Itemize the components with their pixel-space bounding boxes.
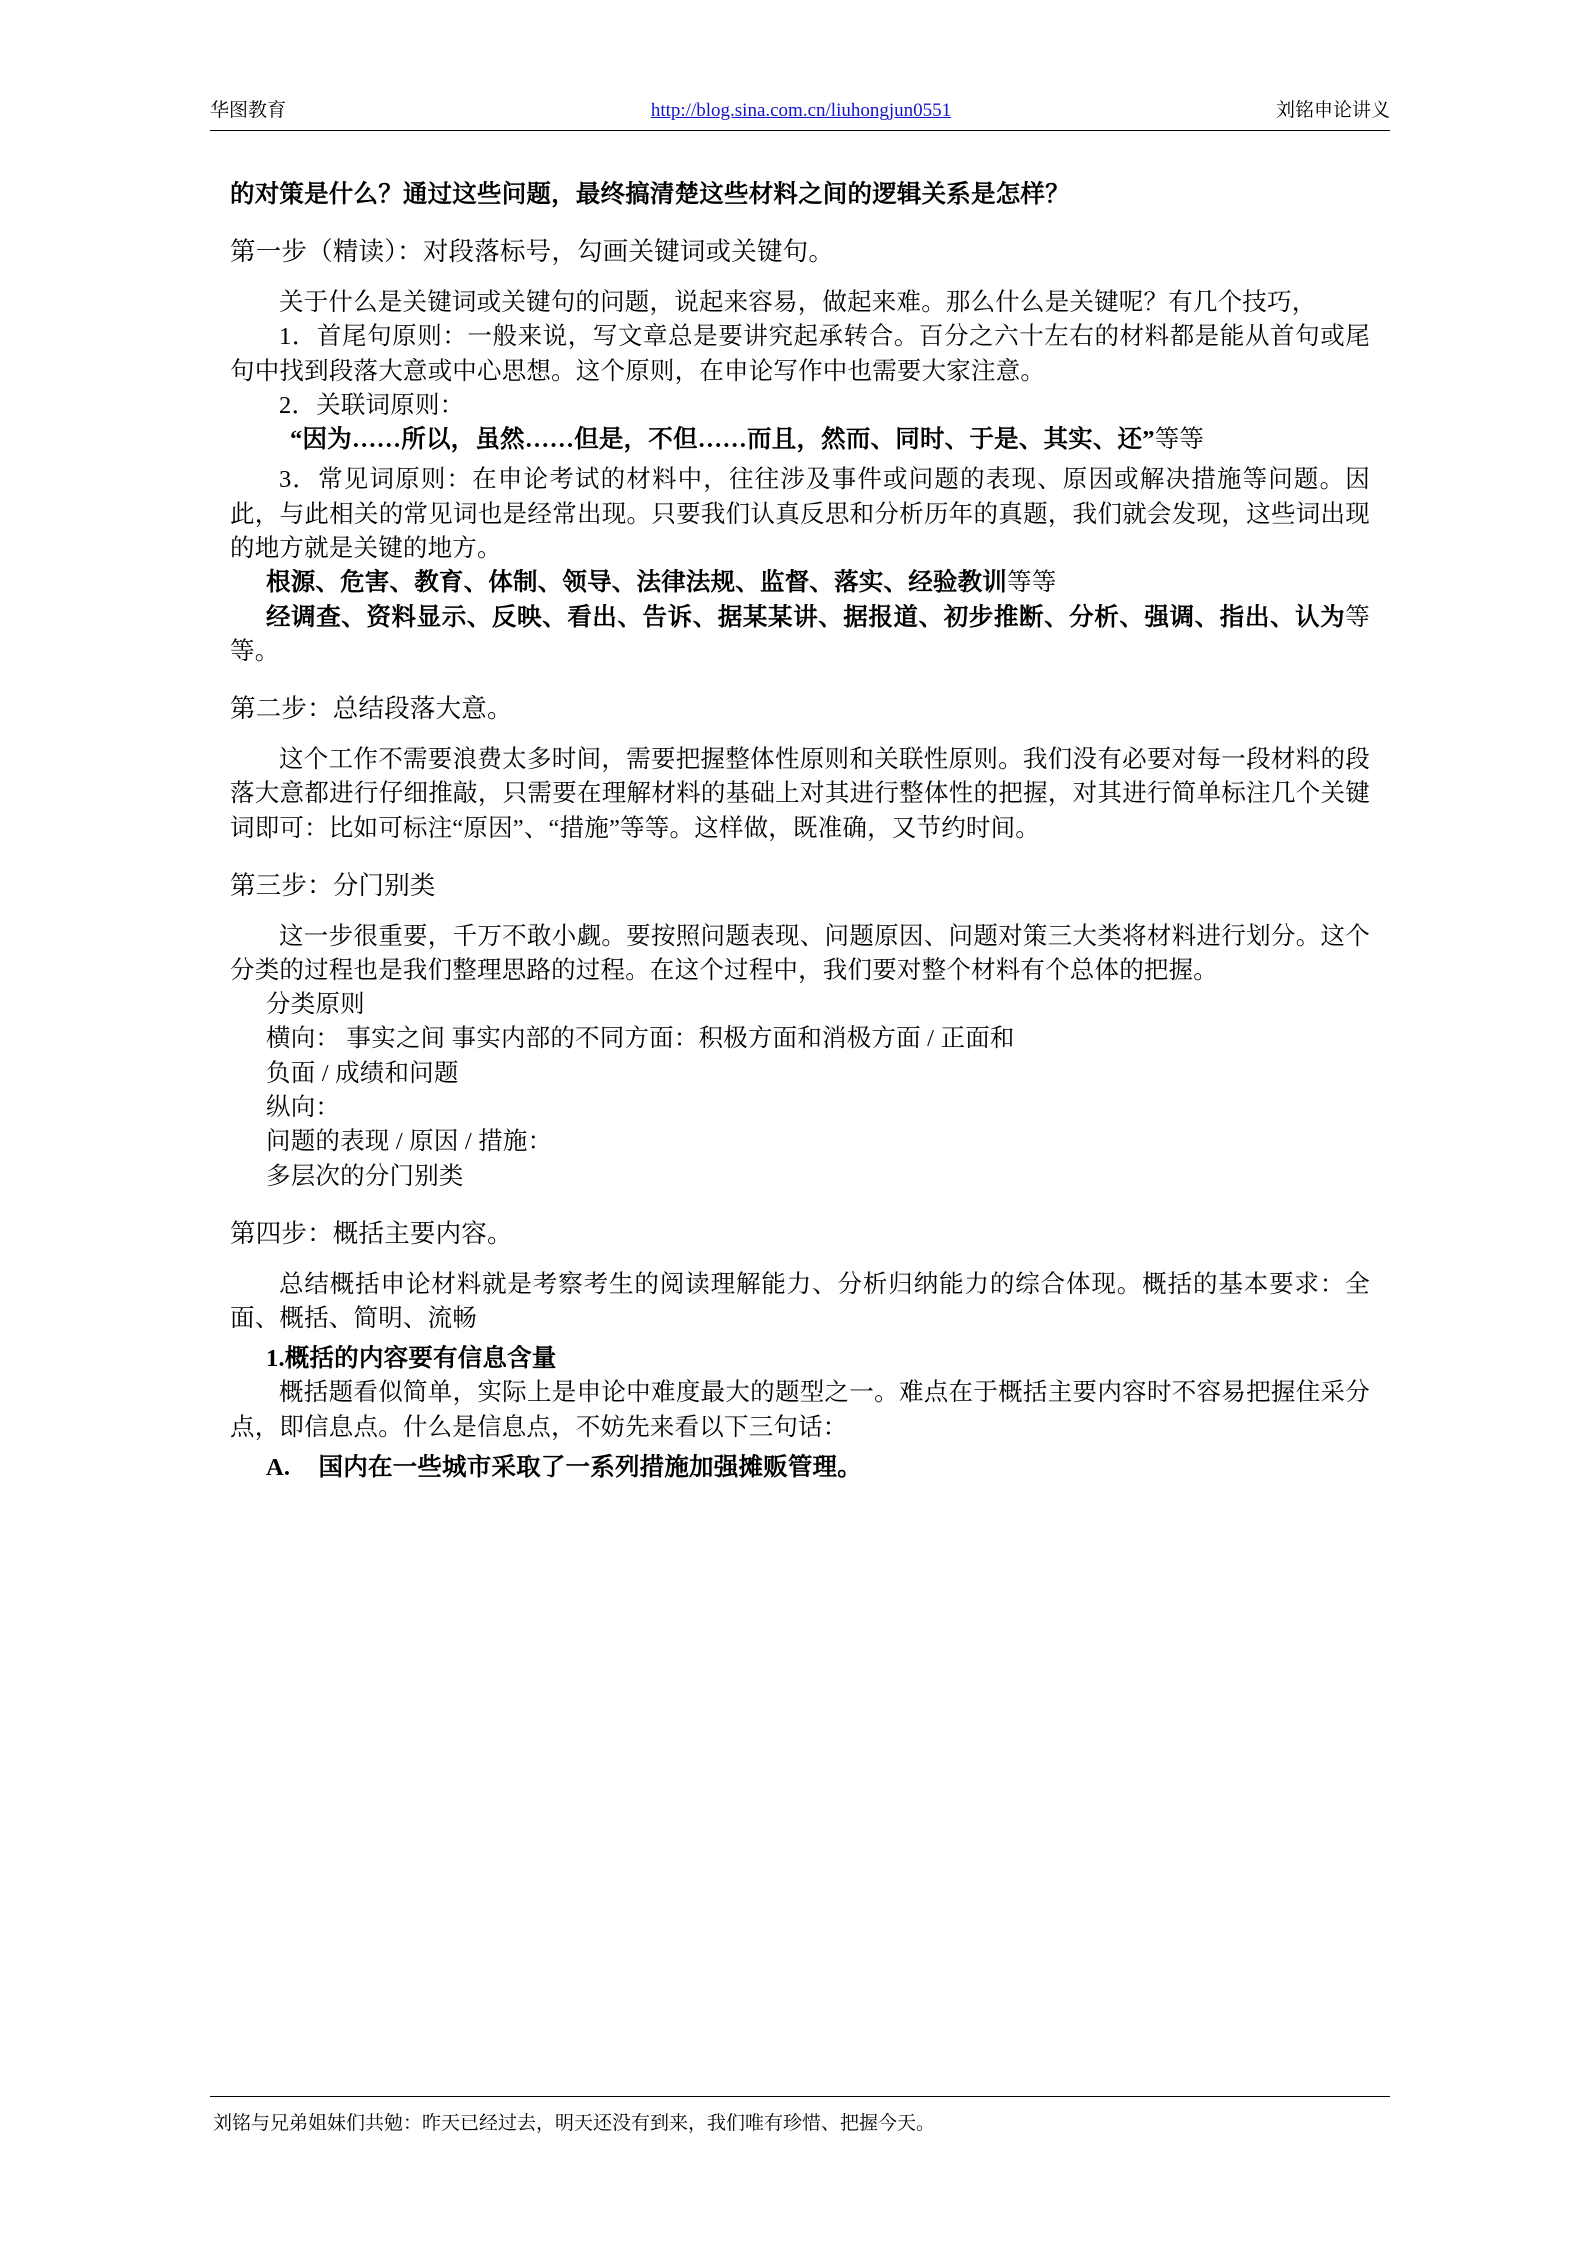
paragraph-keyword-intro: 关于什么是关键词或关键句的问题，说起来容易，做起来难。那么什么是关键呢？有几个技巧，: [279, 288, 1317, 316]
paragraph-step-3-body: 这一步很重要，千万不敢小觑。要按照问题表现、问题原因、问题对策三大类将材料进行划分。这个分类的过程也是我们整理思路的过程。在这个过程中，我们要对整个材料有个总体的把握。: [230, 922, 1370, 984]
header-divider: [210, 130, 1390, 131]
lead-question: 的对策是什么？通过这些问题，最终搞清楚这些材料之间的逻辑关系是怎样？: [230, 181, 1070, 208]
classification-multilevel: 多层次的分门别类: [266, 1162, 464, 1190]
header-blog-link[interactable]: http://blog.sina.com.cn/liuhongjun0551: [650, 100, 952, 121]
classification-aspects: 问题的表现 / 原因 / 措施：: [266, 1128, 553, 1156]
paragraph-rule-1: 1．首尾句原则：一般来说，写文章总是要讲究起承转合。百分之六十左右的材料都是能从首句或尾句中找到段落大意或中心思想。这个原则，在申论写作中也需要大家注意。: [230, 323, 1370, 385]
keywords-group-1: 根源、危害、教育、体制、领导、法律法规、监督、落实、经验教训: [266, 569, 1007, 597]
header-publisher: 华图教育: [210, 100, 287, 121]
page-footer: 刘铭与兄弟姐妹们共勉：昨天已经过去，明天还没有到来，我们唯有珍惜、把握今天。: [213, 2113, 936, 2134]
step-3-heading: 第三步：分门别类: [230, 870, 436, 900]
paragraph-subsection-1-body: 概括题看似简单，实际上是申论中难度最大的题型之一。难点在于概括主要内容时不容易把握住采分点，即信息点。什么是信息点，不妨先来看以下三句话：: [230, 1379, 1370, 1441]
page-header: [210, 95, 1390, 122]
subsection-1-heading: 1.概括的内容要有信息含量: [266, 1345, 557, 1373]
step-1-heading: 第一步（精读）：对段落标号，勾画关键词或关键句。: [230, 237, 835, 267]
paragraph-rule-2: 2．关联词原则：: [279, 391, 465, 419]
classification-horizontal-2: 负面 / 成绩和问题: [266, 1059, 459, 1087]
connectives-list: “因为……所以，虽然……但是，不但……而且，然而、同时、于是、其实、还”: [290, 426, 1155, 454]
classification-horizontal-1: 横向： 事实之间 事实内部的不同方面：积极方面和消极方面 / 正面和: [266, 1025, 1015, 1053]
keywords-line-2: [230, 601, 1370, 670]
connectives-tail: 等等: [1154, 426, 1205, 454]
header-title: 刘铭申论讲义: [1275, 100, 1390, 121]
classification-vertical: 纵向：: [266, 1094, 341, 1121]
list-item-a-text: 国内在一些城市采取了一系列措施加强摊贩管理。: [318, 1454, 862, 1482]
keywords-line-1: [230, 566, 1370, 600]
document-body: [230, 178, 1370, 1485]
paragraph-connectives: [230, 423, 1370, 457]
footer-divider: [210, 2096, 1390, 2097]
list-item-a: [230, 1451, 1370, 1485]
paragraph-step-2-body: 这个工作不需要浪费太多时间，需要把握整体性原则和关联性原则。我们没有必要对每一段材料的段落大意都进行仔细推敲，只需要在理解材料的基础上对其进行整体性的把握，对其进行简单标注几个关键词即可：比如可标注“原因”、“措施”等等。这样做，既准确，又节约时间。: [230, 745, 1370, 842]
step-2-heading: 第二步：总结段落大意。: [230, 694, 513, 724]
paragraph-rule-3: 3．常见词原则：在申论考试的材料中，往往涉及事件或问题的表现、原因或解决措施等问题。因此，与此相关的常见词也是经常出现。只要我们认真反思和分析历年的真题，我们就会发现，这些词出现的地方就是关键的地方。: [230, 466, 1370, 563]
list-item-a-label: A.: [266, 1454, 291, 1482]
keywords-group-2-tail: 等等。: [230, 603, 1370, 665]
classification-title: 分类原则: [266, 991, 365, 1019]
paragraph-step-4-body: 总结概括申论材料就是考察考生的阅读理解能力、分析归纳能力的综合体现。概括的基本要求：全面、概括、简明、流畅: [230, 1270, 1370, 1332]
step-4-heading: 第四步：概括主要内容。: [230, 1218, 513, 1248]
keywords-group-2: 经调查、资料显示、反映、看出、告诉、据某某讲、据报道、初步推断、分析、强调、指出、认为: [266, 603, 1346, 631]
keywords-group-1-tail: 等等: [1007, 569, 1057, 597]
